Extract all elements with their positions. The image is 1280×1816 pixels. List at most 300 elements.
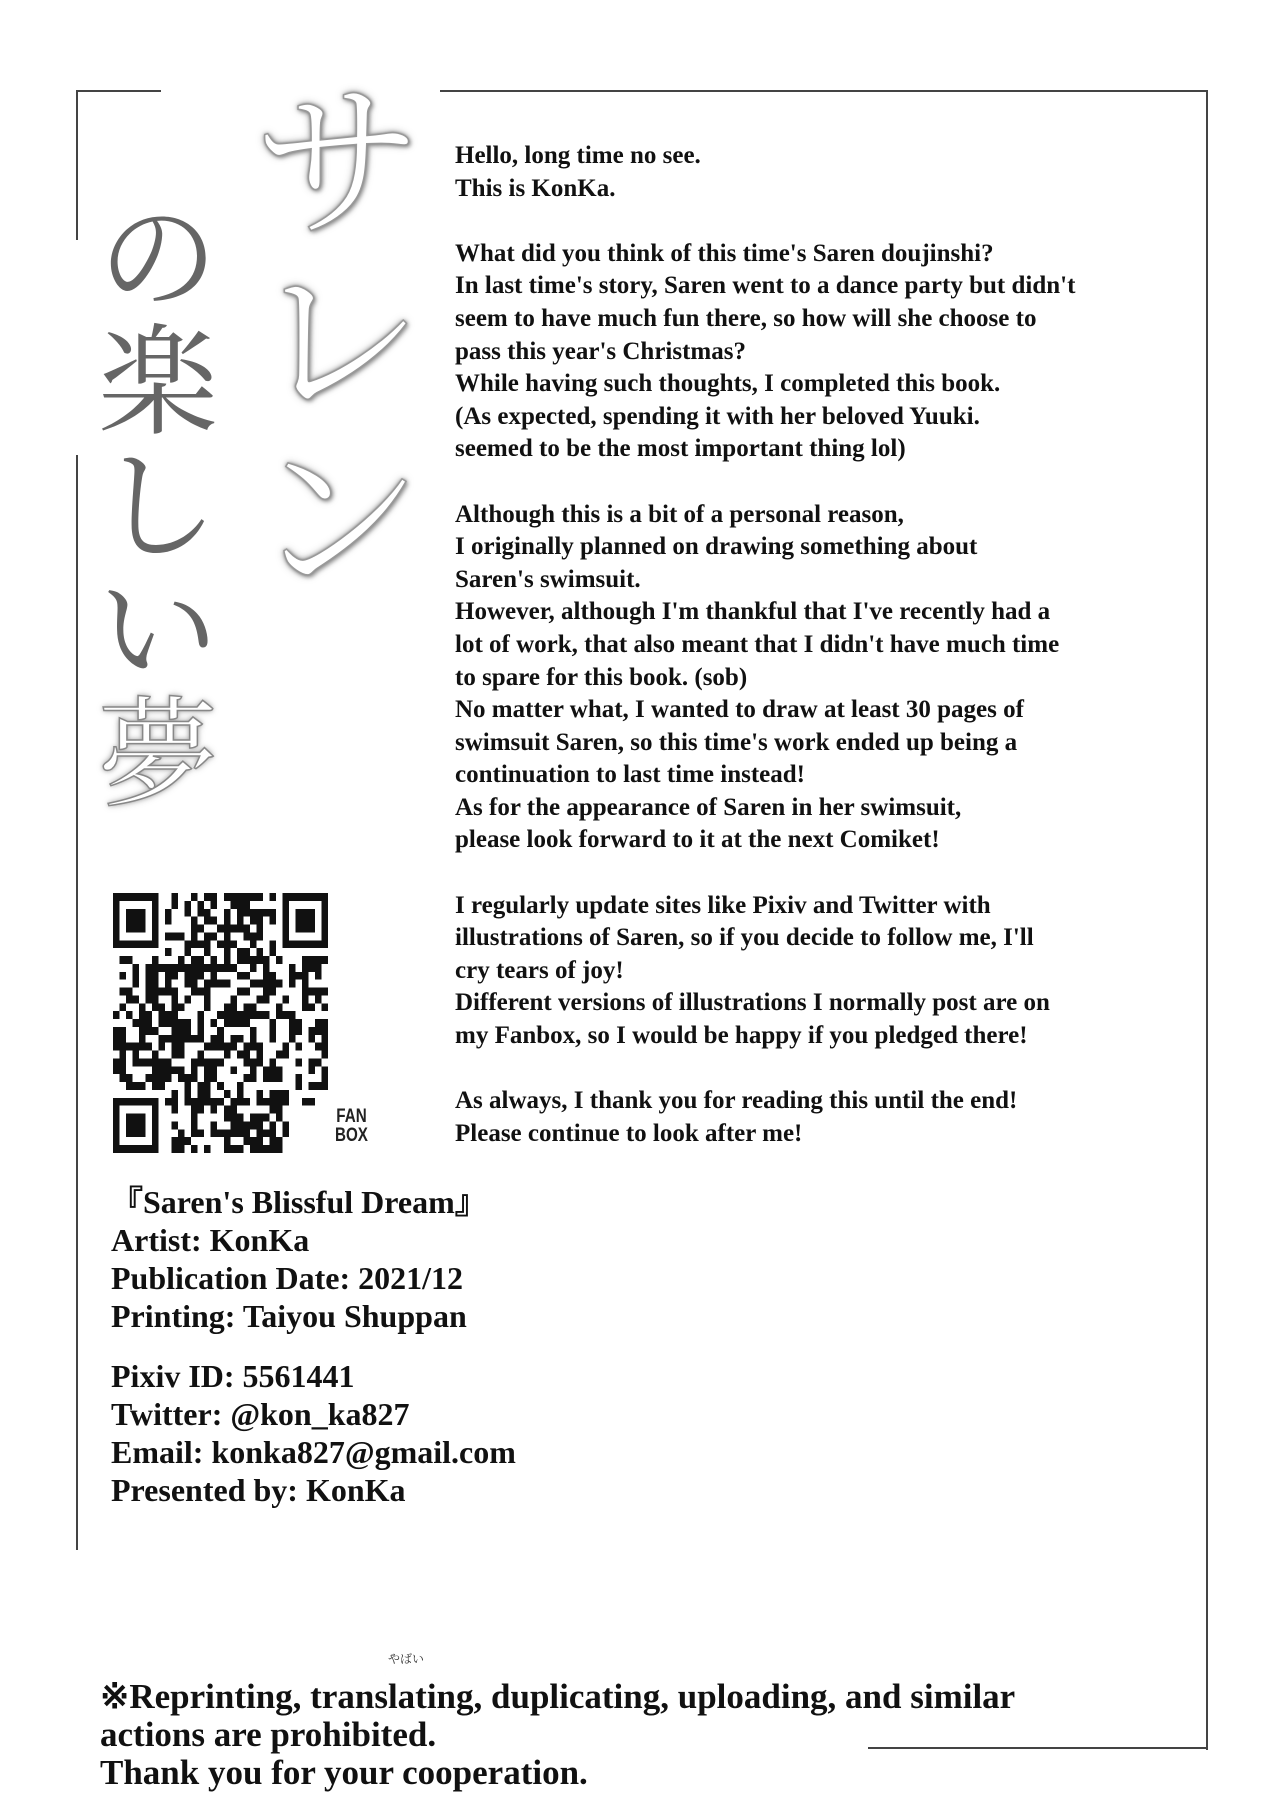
qr-module xyxy=(263,980,270,988)
qr-module xyxy=(230,1098,237,1106)
qr-module xyxy=(178,1051,185,1059)
qr-module xyxy=(282,1090,289,1098)
qr-module xyxy=(256,1043,263,1051)
qr-module xyxy=(276,1074,283,1082)
qr-module xyxy=(276,1090,283,1098)
qr-module xyxy=(191,1114,198,1122)
qr-module xyxy=(315,1019,322,1027)
qr-module xyxy=(256,1129,263,1137)
afterword-line: However, although I'm thankful that I've recently had a xyxy=(455,598,1051,626)
afterword-line: to spare for this book. (sob) xyxy=(455,663,748,691)
title-char: し xyxy=(98,438,218,577)
qr-module xyxy=(295,1043,302,1051)
qr-module xyxy=(165,1011,172,1019)
qr-module xyxy=(250,1058,257,1066)
qr-module xyxy=(243,909,250,917)
qr-module xyxy=(120,956,127,964)
qr-module xyxy=(224,956,231,964)
qr-module xyxy=(120,1058,127,1066)
afterword-line: pass this year's Christmas? xyxy=(455,337,746,365)
qr-module xyxy=(269,1121,276,1129)
qr-module xyxy=(302,956,309,964)
qr-module xyxy=(113,1027,120,1035)
qr-module xyxy=(250,1074,257,1082)
qr-module xyxy=(224,893,231,901)
qr-module xyxy=(139,1043,146,1051)
qr-module xyxy=(126,988,133,996)
qr-module xyxy=(211,1129,218,1137)
qr-module xyxy=(321,1003,328,1011)
qr-module xyxy=(198,1051,205,1059)
afterword-paragraph xyxy=(455,140,1215,205)
qr-module xyxy=(172,995,179,1003)
qr-module xyxy=(139,1082,146,1090)
qr-module xyxy=(211,1019,218,1027)
qr-module xyxy=(263,1098,270,1106)
qr-module xyxy=(126,1114,146,1138)
qr-module xyxy=(224,940,231,948)
qr-module xyxy=(237,972,244,980)
qr-module xyxy=(256,1098,263,1106)
qr-module xyxy=(237,1098,244,1106)
qr-module xyxy=(172,932,179,940)
afterword-line: No matter what, I wanted to draw at least 30 pages of xyxy=(455,696,1024,724)
fanbox-label-line: BOX xyxy=(335,1125,368,1146)
qr-module xyxy=(230,1011,237,1019)
qr-module xyxy=(198,1082,205,1090)
qr-module xyxy=(308,1066,315,1074)
qr-module xyxy=(243,1074,250,1082)
qr-module xyxy=(302,995,309,1003)
qr-module xyxy=(172,1019,179,1027)
qr-module xyxy=(152,1066,159,1074)
qr-module xyxy=(198,1035,205,1043)
qr-module xyxy=(308,1035,315,1043)
qr-module xyxy=(243,1043,250,1051)
qr-module xyxy=(243,925,250,933)
qr-module xyxy=(191,940,198,948)
book-title: 『Saren's Blissful Dream』 xyxy=(111,1184,487,1220)
qr-module xyxy=(263,1129,270,1137)
qr-module xyxy=(211,980,218,988)
qr-module xyxy=(146,1043,153,1051)
qr-module xyxy=(243,988,250,996)
qr-module xyxy=(230,995,237,1003)
qr-module xyxy=(204,1003,211,1011)
qr-module xyxy=(224,917,231,925)
qr-module xyxy=(217,1082,224,1090)
qr-module xyxy=(178,964,185,972)
fanbox-label-line: FAN xyxy=(336,1106,367,1127)
afterword-text xyxy=(455,140,1215,1183)
qr-module xyxy=(308,988,315,996)
qr-module xyxy=(237,1090,244,1098)
qr-module xyxy=(250,909,257,917)
qr-module xyxy=(211,1043,218,1051)
qr-module xyxy=(302,1098,309,1106)
afterword-line: Hello, long time no see. xyxy=(455,142,701,169)
qr-module xyxy=(146,980,153,988)
qr-module xyxy=(198,1058,205,1066)
qr-module xyxy=(159,1066,166,1074)
qr-module xyxy=(198,964,205,972)
qr-module xyxy=(269,1106,276,1114)
qr-module xyxy=(146,1019,153,1027)
qr-module xyxy=(237,1114,244,1122)
qr-module xyxy=(191,1058,198,1066)
qr-module xyxy=(165,948,172,956)
qr-module xyxy=(243,1098,250,1106)
qr-module xyxy=(276,1114,283,1122)
qr-module xyxy=(172,1035,179,1043)
qr-module xyxy=(230,1121,237,1129)
qr-module xyxy=(276,1098,283,1106)
qr-module xyxy=(321,1074,328,1082)
qr-module xyxy=(230,901,237,909)
qr-module xyxy=(269,909,276,917)
qr-module xyxy=(263,1066,270,1074)
qr-module xyxy=(276,1051,283,1059)
qr-module xyxy=(256,1121,263,1129)
qr-module xyxy=(204,948,211,956)
afterword-line: Although this is a bit of a personal reason, xyxy=(455,500,904,528)
qr-module xyxy=(159,964,166,972)
qr-module xyxy=(237,925,244,933)
afterword-line: I regularly update sites like Pixiv and Twitter with xyxy=(455,891,991,919)
qr-module xyxy=(191,988,198,996)
qr-module xyxy=(172,1098,179,1106)
qr-module xyxy=(224,1090,231,1098)
qr-module xyxy=(198,1129,205,1137)
qr-module xyxy=(289,1035,296,1043)
qr-module xyxy=(204,1074,211,1082)
qr-module xyxy=(256,1145,263,1153)
qr-module xyxy=(152,956,159,964)
qr-module xyxy=(191,893,198,901)
qr-module xyxy=(191,1106,198,1114)
qr-module xyxy=(256,1090,263,1098)
qr-module xyxy=(178,1137,185,1145)
frame-left-lower xyxy=(76,455,78,1550)
qr-module xyxy=(198,940,205,948)
qr-module xyxy=(126,1082,133,1090)
qr-module xyxy=(146,1027,153,1035)
qr-module xyxy=(172,988,179,996)
qr-module xyxy=(204,980,211,988)
qr-module xyxy=(315,956,322,964)
qr-module xyxy=(224,1003,231,1011)
qr-module xyxy=(230,1129,237,1137)
qr-module xyxy=(269,980,276,988)
qr-module xyxy=(289,1027,296,1035)
qr-module xyxy=(250,1003,257,1011)
qr-module xyxy=(243,901,250,909)
qr-module xyxy=(185,972,192,980)
qr-module xyxy=(165,1066,172,1074)
qr-module xyxy=(243,972,250,980)
qr-module xyxy=(217,1129,224,1137)
qr-module xyxy=(133,1082,140,1090)
qr-module xyxy=(198,1098,205,1106)
qr-module xyxy=(152,1058,159,1066)
qr-module xyxy=(295,909,315,933)
qr-module xyxy=(263,995,270,1003)
qr-module xyxy=(315,1058,322,1066)
qr-module xyxy=(165,980,172,988)
qr-module xyxy=(269,972,276,980)
qr-module xyxy=(120,1003,127,1011)
qr-module xyxy=(165,917,172,925)
qr-module xyxy=(159,1043,166,1051)
qr-module xyxy=(321,956,328,964)
qr-module xyxy=(256,925,263,933)
qr-module xyxy=(217,964,224,972)
qr-module xyxy=(263,1145,270,1153)
qr-module xyxy=(302,972,309,980)
qr-module xyxy=(217,1035,224,1043)
furigana: やばい xyxy=(388,1652,425,1666)
qr-module xyxy=(113,1043,120,1051)
qr-module xyxy=(198,988,205,996)
qr-module xyxy=(191,1129,198,1137)
qr-module xyxy=(204,1082,211,1090)
qr-module xyxy=(211,1098,218,1106)
qr-module xyxy=(321,1035,328,1043)
qr-module xyxy=(295,1027,302,1035)
qr-module xyxy=(289,964,296,972)
qr-module xyxy=(315,1043,322,1051)
afterword-line: As for the appearance of Saren in her swimsuit, xyxy=(455,793,962,821)
qr-module xyxy=(250,932,257,940)
qr-module xyxy=(230,1035,237,1043)
qr-module xyxy=(237,1082,244,1090)
qr-module xyxy=(159,1074,166,1082)
qr-module xyxy=(191,932,198,940)
qr-module xyxy=(185,1090,192,1098)
afterword-line: While having such thoughts, I completed this book. xyxy=(455,370,1001,398)
qr-module xyxy=(269,1027,276,1035)
qr-module xyxy=(178,1019,185,1027)
notice-line: ※Reprinting, translating, duplicating, uploading, and similar xyxy=(100,1677,1016,1716)
qr-module xyxy=(217,1098,224,1106)
qr-module xyxy=(321,1027,328,1035)
qr-module xyxy=(224,1106,231,1114)
qr-module xyxy=(250,1066,257,1074)
qr-module xyxy=(198,1090,205,1098)
afterword-line: This is KonKa. xyxy=(455,174,616,202)
qr-module xyxy=(178,1129,185,1137)
qr-module xyxy=(191,1121,198,1129)
qr-module xyxy=(230,1114,237,1122)
qr-module xyxy=(152,980,159,988)
qr-module xyxy=(198,1011,205,1019)
qr-module xyxy=(211,1106,218,1114)
qr-module xyxy=(256,1051,263,1059)
qr-module xyxy=(152,1051,159,1059)
qr-module xyxy=(126,956,133,964)
qr-module xyxy=(295,1082,302,1090)
qr-module xyxy=(224,1145,231,1153)
qr-module xyxy=(133,1051,140,1059)
qr-module xyxy=(185,940,192,948)
qr-module xyxy=(211,1035,218,1043)
qr-module xyxy=(230,1106,237,1114)
qr-module xyxy=(321,1066,328,1074)
qr-module xyxy=(243,1019,250,1027)
frame-top-right xyxy=(440,90,1208,92)
qr-module xyxy=(315,964,322,972)
qr-module xyxy=(178,1035,185,1043)
qr-module xyxy=(250,893,257,901)
qr-module xyxy=(217,1058,224,1066)
qr-module xyxy=(159,1035,166,1043)
qr-module xyxy=(282,1051,289,1059)
qr-module xyxy=(152,988,159,996)
qr-module xyxy=(198,1106,205,1114)
qr-module xyxy=(204,1058,211,1066)
qr-module xyxy=(191,1145,198,1153)
qr-module xyxy=(308,1027,315,1035)
qr-module xyxy=(133,1043,140,1051)
qr-module xyxy=(198,1019,205,1027)
qr-module xyxy=(230,1003,237,1011)
qr-module xyxy=(191,1098,198,1106)
qr-module xyxy=(211,932,218,940)
qr-module xyxy=(217,1027,224,1035)
qr-module xyxy=(269,1098,276,1106)
qr-module xyxy=(191,980,198,988)
qr-module xyxy=(256,995,263,1003)
qr-module xyxy=(159,1003,166,1011)
qr-module xyxy=(172,1027,179,1035)
qr-module xyxy=(250,1114,257,1122)
qr-module xyxy=(191,1066,198,1074)
qr-module xyxy=(308,1082,315,1090)
qr-module xyxy=(185,1019,192,1027)
qr-module xyxy=(243,893,250,901)
qr-module xyxy=(269,1035,276,1043)
qr-module xyxy=(315,995,322,1003)
qr-module xyxy=(269,1137,276,1145)
qr-module xyxy=(133,980,140,988)
qr-module xyxy=(139,1011,146,1019)
qr-module xyxy=(282,1121,289,1129)
qr-module xyxy=(237,1145,244,1153)
qr-module xyxy=(263,956,270,964)
qr-module xyxy=(308,1098,315,1106)
qr-module xyxy=(126,1011,133,1019)
qr-module xyxy=(152,964,159,972)
qr-module xyxy=(250,1121,257,1129)
title-char: サ xyxy=(252,66,423,264)
qr-module xyxy=(126,1043,133,1051)
qr-module xyxy=(191,956,198,964)
qr-module xyxy=(159,988,166,996)
qr-module xyxy=(250,980,257,988)
qr-module xyxy=(276,980,283,988)
qr-module xyxy=(211,964,218,972)
qr-module xyxy=(217,980,224,988)
qr-module xyxy=(217,1011,224,1019)
qr-module xyxy=(211,1058,218,1066)
qr-module xyxy=(282,995,289,1003)
qr-module xyxy=(250,1137,257,1145)
qr-module xyxy=(256,909,263,917)
qr-module xyxy=(269,893,276,901)
qr-module xyxy=(276,1066,283,1074)
publication-date: Publication Date: 2021/12 xyxy=(111,1260,463,1296)
qr-module xyxy=(243,1003,250,1011)
qr-module xyxy=(211,917,218,925)
qr-module xyxy=(230,893,237,901)
qr-module xyxy=(269,1145,276,1153)
qr-module xyxy=(133,972,140,980)
qr-module xyxy=(172,1145,179,1153)
qr-module xyxy=(185,964,192,972)
qr-module xyxy=(198,901,205,909)
qr-module xyxy=(230,964,237,972)
qr-module xyxy=(126,995,133,1003)
qr-module xyxy=(321,1019,328,1027)
qr-module xyxy=(243,1058,250,1066)
qr-module xyxy=(191,1035,198,1043)
qr-module xyxy=(172,1090,179,1098)
qr-module xyxy=(152,1027,159,1035)
qr-module xyxy=(308,1058,315,1066)
qr-module xyxy=(172,1043,179,1051)
qr-module xyxy=(302,964,309,972)
qr-module xyxy=(211,1121,218,1129)
qr-module xyxy=(315,1082,322,1090)
qr-module xyxy=(172,901,179,909)
copyright-notice xyxy=(100,1678,1015,1792)
qr-module xyxy=(165,1019,172,1027)
fanbox-qr-code xyxy=(113,893,328,1153)
qr-module xyxy=(269,940,276,948)
qr-module xyxy=(211,901,218,909)
qr-module xyxy=(165,909,172,917)
email: Email: konka827@gmail.com xyxy=(111,1434,516,1470)
qr-module xyxy=(159,1019,166,1027)
notice-line: actions are prohibited. xyxy=(100,1715,437,1754)
qr-module xyxy=(204,932,211,940)
qr-module xyxy=(263,988,270,996)
qr-module xyxy=(172,893,179,901)
qr-module xyxy=(276,956,283,964)
qr-module xyxy=(152,1003,159,1011)
qr-module xyxy=(250,1035,257,1043)
afterword-line: illustrations of Saren, so if you decide to follow me, I'll xyxy=(455,924,1034,952)
printing: Printing: Taiyou Shuppan xyxy=(111,1298,467,1334)
qr-module xyxy=(165,988,172,996)
qr-module xyxy=(185,1098,192,1106)
qr-module xyxy=(120,1074,127,1082)
qr-module xyxy=(198,925,205,933)
afterword-line: In last time's story, Saren went to a dance party but didn't xyxy=(455,272,1076,300)
qr-module xyxy=(321,1082,328,1090)
qr-module xyxy=(133,1019,140,1027)
qr-module xyxy=(185,948,192,956)
qr-module xyxy=(302,980,309,988)
qr-module xyxy=(133,964,140,972)
afterword-line: cry tears of joy! xyxy=(455,956,624,984)
qr-module xyxy=(146,995,153,1003)
qr-module xyxy=(243,956,250,964)
qr-module xyxy=(204,1145,211,1153)
qr-module xyxy=(256,893,263,901)
qr-module xyxy=(133,1058,140,1066)
qr-module xyxy=(250,917,257,925)
